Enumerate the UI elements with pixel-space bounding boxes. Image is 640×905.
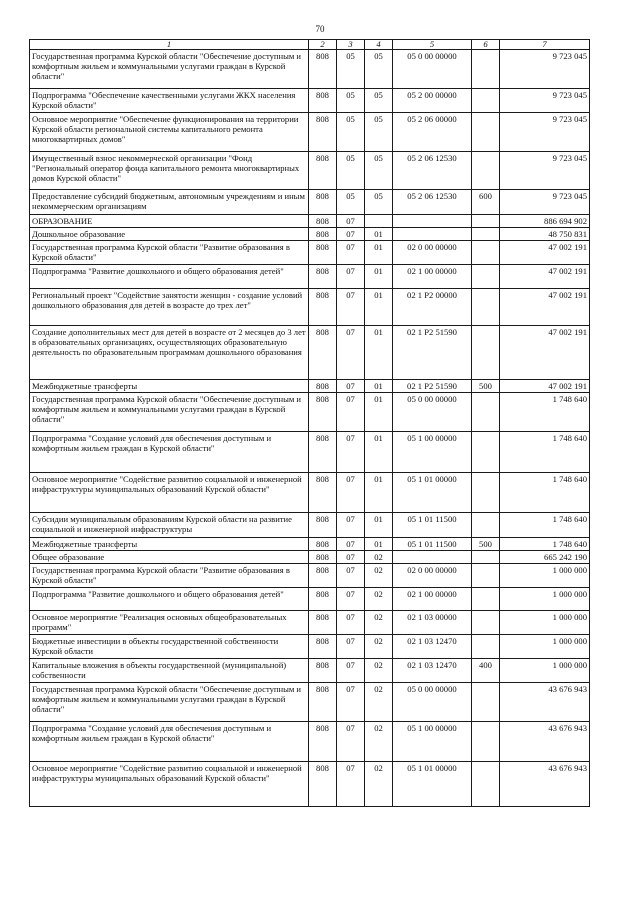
table-row bbox=[30, 215, 590, 228]
row-name: Подпрограмма "Создание условий для обеспечения доступным и комфортным жильем граждан в Курской области" bbox=[30, 432, 309, 473]
row-target-code: 02 0 00 00000 bbox=[393, 564, 472, 588]
row-target-code bbox=[393, 228, 472, 241]
row-subsection: 01 bbox=[365, 513, 393, 538]
row-subsection: 02 bbox=[365, 611, 393, 635]
row-amount: 1 748 640 bbox=[500, 393, 590, 432]
row-expense-type bbox=[472, 289, 500, 326]
column-header: 3 bbox=[337, 40, 365, 50]
row-expense-type bbox=[472, 473, 500, 513]
row-section: 07 bbox=[337, 659, 365, 683]
table-row bbox=[30, 473, 590, 513]
row-ministry-code: 808 bbox=[309, 152, 337, 190]
row-section: 05 bbox=[337, 50, 365, 89]
row-expense-type bbox=[472, 588, 500, 611]
row-ministry-code: 808 bbox=[309, 588, 337, 611]
row-ministry-code: 808 bbox=[309, 393, 337, 432]
row-ministry-code: 808 bbox=[309, 635, 337, 659]
table-row bbox=[30, 722, 590, 762]
row-amount: 47 002 191 bbox=[500, 289, 590, 326]
table-row bbox=[30, 50, 590, 89]
row-subsection: 01 bbox=[365, 473, 393, 513]
table-row bbox=[30, 762, 590, 807]
row-name: Государственная программа Курской области "Развитие образования в Курской области" bbox=[30, 241, 309, 265]
row-amount: 1 000 000 bbox=[500, 588, 590, 611]
row-subsection: 05 bbox=[365, 113, 393, 152]
row-section: 05 bbox=[337, 113, 365, 152]
table-row bbox=[30, 635, 590, 659]
row-ministry-code: 808 bbox=[309, 326, 337, 380]
row-subsection bbox=[365, 215, 393, 228]
row-subsection: 02 bbox=[365, 551, 393, 564]
table-row bbox=[30, 152, 590, 190]
row-name: Общее образование bbox=[30, 551, 309, 564]
row-section: 05 bbox=[337, 89, 365, 113]
row-name: ОБРАЗОВАНИЕ bbox=[30, 215, 309, 228]
row-target-code bbox=[393, 215, 472, 228]
row-ministry-code: 808 bbox=[309, 113, 337, 152]
table-row bbox=[30, 241, 590, 265]
row-target-code: 02 0 00 00000 bbox=[393, 241, 472, 265]
row-ministry-code: 808 bbox=[309, 50, 337, 89]
column-header: 5 bbox=[393, 40, 472, 50]
row-amount: 1 748 640 bbox=[500, 538, 590, 551]
row-ministry-code: 808 bbox=[309, 380, 337, 393]
row-expense-type bbox=[472, 152, 500, 190]
row-amount: 886 694 902 bbox=[500, 215, 590, 228]
row-section: 07 bbox=[337, 380, 365, 393]
row-subsection: 01 bbox=[365, 432, 393, 473]
row-ministry-code: 808 bbox=[309, 289, 337, 326]
row-ministry-code: 808 bbox=[309, 683, 337, 722]
row-name: Государственная программа Курской области "Обеспечение доступным и комфортным жильем и коммунальными услугами граждан в Курской области" bbox=[30, 393, 309, 432]
column-header: 2 bbox=[309, 40, 337, 50]
row-subsection: 05 bbox=[365, 152, 393, 190]
header-row bbox=[30, 40, 590, 50]
row-subsection: 02 bbox=[365, 588, 393, 611]
row-target-code: 05 0 00 00000 bbox=[393, 683, 472, 722]
table-row bbox=[30, 538, 590, 551]
row-ministry-code: 808 bbox=[309, 432, 337, 473]
row-section: 07 bbox=[337, 473, 365, 513]
table-row bbox=[30, 551, 590, 564]
row-amount: 47 002 191 bbox=[500, 326, 590, 380]
row-name: Предоставление субсидий бюджетным, автономным учреждениям и иным некоммерческим организациям bbox=[30, 190, 309, 215]
row-expense-type bbox=[472, 611, 500, 635]
row-amount: 1 000 000 bbox=[500, 611, 590, 635]
row-target-code: 05 2 00 00000 bbox=[393, 89, 472, 113]
row-expense-type bbox=[472, 326, 500, 380]
column-header: 7 bbox=[500, 40, 590, 50]
row-name: Основное мероприятие "Содействие развитию социальной и инженерной инфраструктуры муниципальных образований Курской области" bbox=[30, 473, 309, 513]
row-expense-type bbox=[472, 722, 500, 762]
row-name: Подпрограмма "Развитие дошкольного и общего образования детей" bbox=[30, 588, 309, 611]
row-amount: 43 676 943 bbox=[500, 722, 590, 762]
row-target-code bbox=[393, 551, 472, 564]
row-section: 07 bbox=[337, 326, 365, 380]
row-amount: 1 000 000 bbox=[500, 635, 590, 659]
row-target-code: 05 1 01 00000 bbox=[393, 762, 472, 807]
row-section: 07 bbox=[337, 289, 365, 326]
row-ministry-code: 808 bbox=[309, 215, 337, 228]
table-row bbox=[30, 228, 590, 241]
row-section: 07 bbox=[337, 228, 365, 241]
row-subsection: 01 bbox=[365, 380, 393, 393]
row-ministry-code: 808 bbox=[309, 473, 337, 513]
row-section: 07 bbox=[337, 538, 365, 551]
row-section: 07 bbox=[337, 432, 365, 473]
table-row bbox=[30, 393, 590, 432]
row-section: 05 bbox=[337, 190, 365, 215]
table-row bbox=[30, 611, 590, 635]
row-target-code: 02 1 00 00000 bbox=[393, 588, 472, 611]
row-subsection: 02 bbox=[365, 564, 393, 588]
row-amount: 9 723 045 bbox=[500, 190, 590, 215]
row-name: Имущественный взнос некоммерческой организации "Фонд "Региональный оператор фонда капитального ремонта многоквартирных домов Курской области" bbox=[30, 152, 309, 190]
row-subsection: 02 bbox=[365, 762, 393, 807]
row-expense-type bbox=[472, 393, 500, 432]
row-target-code: 05 0 00 00000 bbox=[393, 393, 472, 432]
row-amount: 1 748 640 bbox=[500, 513, 590, 538]
row-name: Субсидии муниципальным образованиям Курской области на развитие социальной и инженерной инфраструктуры bbox=[30, 513, 309, 538]
row-target-code: 05 0 00 00000 bbox=[393, 50, 472, 89]
row-target-code: 02 1 P2 51590 bbox=[393, 380, 472, 393]
row-ministry-code: 808 bbox=[309, 611, 337, 635]
row-ministry-code: 808 bbox=[309, 722, 337, 762]
table-row bbox=[30, 289, 590, 326]
row-expense-type: 500 bbox=[472, 538, 500, 551]
row-name: Бюджетные инвестиции в объекты государственной собственности Курской области bbox=[30, 635, 309, 659]
row-amount: 1 748 640 bbox=[500, 473, 590, 513]
row-name: Государственная программа Курской области "Развитие образования в Курской области" bbox=[30, 564, 309, 588]
row-name: Дошкольное образование bbox=[30, 228, 309, 241]
row-target-code: 05 1 01 11500 bbox=[393, 513, 472, 538]
row-amount: 1 000 000 bbox=[500, 659, 590, 683]
table-row bbox=[30, 659, 590, 683]
table-row bbox=[30, 265, 590, 289]
row-expense-type bbox=[472, 635, 500, 659]
row-amount: 9 723 045 bbox=[500, 113, 590, 152]
row-target-code: 02 1 P2 00000 bbox=[393, 289, 472, 326]
row-name: Межбюджетные трансферты bbox=[30, 380, 309, 393]
row-ministry-code: 808 bbox=[309, 564, 337, 588]
row-section: 07 bbox=[337, 635, 365, 659]
row-section: 07 bbox=[337, 762, 365, 807]
row-section: 07 bbox=[337, 683, 365, 722]
row-expense-type: 600 bbox=[472, 190, 500, 215]
row-section: 07 bbox=[337, 265, 365, 289]
row-name: Региональный проект "Содействие занятости женщин - создание условий дошкольного образования для детей в возрасте до трех лет" bbox=[30, 289, 309, 326]
row-target-code: 02 1 00 00000 bbox=[393, 265, 472, 289]
row-section: 07 bbox=[337, 588, 365, 611]
row-target-code: 05 1 01 00000 bbox=[393, 473, 472, 513]
row-target-code: 05 1 01 11500 bbox=[393, 538, 472, 551]
row-subsection: 01 bbox=[365, 393, 393, 432]
row-expense-type: 400 bbox=[472, 659, 500, 683]
row-target-code: 02 1 03 12470 bbox=[393, 659, 472, 683]
row-name: Основное мероприятие "Обеспечение функционирования на территории Курской области региональной системы капитального ремонта многоквартирных домов" bbox=[30, 113, 309, 152]
table-row bbox=[30, 89, 590, 113]
table-row bbox=[30, 513, 590, 538]
row-name: Государственная программа Курской области "Обеспечение доступным и комфортным жильем и коммунальными услугами граждан в Курской области" bbox=[30, 50, 309, 89]
row-expense-type bbox=[472, 762, 500, 807]
table-row bbox=[30, 683, 590, 722]
table-row bbox=[30, 190, 590, 215]
row-subsection: 02 bbox=[365, 683, 393, 722]
row-name: Создание дополнительных мест для детей в возрасте от 2 месяцев до 3 лет в образовательных организациях, осуществляющих образовательную деятельность по образовательным программам дошкольного образования bbox=[30, 326, 309, 380]
row-target-code: 05 1 00 00000 bbox=[393, 722, 472, 762]
row-ministry-code: 808 bbox=[309, 762, 337, 807]
table-row bbox=[30, 113, 590, 152]
row-name: Межбюджетные трансферты bbox=[30, 538, 309, 551]
row-target-code: 05 1 00 00000 bbox=[393, 432, 472, 473]
row-name: Капитальные вложения в объекты государственной (муниципальной) собственности bbox=[30, 659, 309, 683]
row-ministry-code: 808 bbox=[309, 551, 337, 564]
row-amount: 48 750 831 bbox=[500, 228, 590, 241]
row-expense-type bbox=[472, 564, 500, 588]
table-row bbox=[30, 588, 590, 611]
row-amount: 665 242 190 bbox=[500, 551, 590, 564]
row-amount: 9 723 045 bbox=[500, 89, 590, 113]
row-target-code: 05 2 06 12530 bbox=[393, 190, 472, 215]
row-target-code: 02 1 03 12470 bbox=[393, 635, 472, 659]
row-subsection: 05 bbox=[365, 190, 393, 215]
row-expense-type bbox=[472, 241, 500, 265]
table-row bbox=[30, 380, 590, 393]
row-subsection: 05 bbox=[365, 89, 393, 113]
row-expense-type bbox=[472, 215, 500, 228]
row-name: Подпрограмма "Создание условий для обеспечения доступным и комфортным жильем граждан в Курской области" bbox=[30, 722, 309, 762]
row-expense-type bbox=[472, 551, 500, 564]
row-subsection: 01 bbox=[365, 241, 393, 265]
row-target-code: 05 2 06 12530 bbox=[393, 152, 472, 190]
row-ministry-code: 808 bbox=[309, 659, 337, 683]
row-subsection: 05 bbox=[365, 50, 393, 89]
table-row bbox=[30, 432, 590, 473]
row-section: 07 bbox=[337, 513, 365, 538]
row-expense-type: 500 bbox=[472, 380, 500, 393]
row-subsection: 02 bbox=[365, 722, 393, 762]
row-name: Подпрограмма "Развитие дошкольного и общего образования детей" bbox=[30, 265, 309, 289]
row-subsection: 01 bbox=[365, 538, 393, 551]
row-subsection: 02 bbox=[365, 659, 393, 683]
row-amount: 9 723 045 bbox=[500, 50, 590, 89]
row-amount: 47 002 191 bbox=[500, 380, 590, 393]
row-ministry-code: 808 bbox=[309, 513, 337, 538]
row-section: 07 bbox=[337, 551, 365, 564]
row-name: Основное мероприятие "Реализация основных общеобразовательных программ" bbox=[30, 611, 309, 635]
row-expense-type bbox=[472, 89, 500, 113]
row-ministry-code: 808 bbox=[309, 538, 337, 551]
row-expense-type bbox=[472, 228, 500, 241]
row-section: 07 bbox=[337, 241, 365, 265]
row-ministry-code: 808 bbox=[309, 190, 337, 215]
row-ministry-code: 808 bbox=[309, 241, 337, 265]
budget-table bbox=[29, 39, 590, 807]
row-subsection: 01 bbox=[365, 289, 393, 326]
row-section: 05 bbox=[337, 152, 365, 190]
row-expense-type bbox=[472, 683, 500, 722]
row-section: 07 bbox=[337, 564, 365, 588]
column-header: 6 bbox=[472, 40, 500, 50]
row-expense-type bbox=[472, 113, 500, 152]
row-amount: 47 002 191 bbox=[500, 265, 590, 289]
table-row bbox=[30, 326, 590, 380]
row-section: 07 bbox=[337, 215, 365, 228]
row-expense-type bbox=[472, 513, 500, 538]
row-subsection: 01 bbox=[365, 326, 393, 380]
page-number: 70 bbox=[315, 24, 325, 34]
row-amount: 43 676 943 bbox=[500, 762, 590, 807]
row-expense-type bbox=[472, 432, 500, 473]
row-target-code: 05 2 06 00000 bbox=[393, 113, 472, 152]
row-amount: 9 723 045 bbox=[500, 152, 590, 190]
column-header: 1 bbox=[30, 40, 309, 50]
row-target-code: 02 1 P2 51590 bbox=[393, 326, 472, 380]
row-ministry-code: 808 bbox=[309, 228, 337, 241]
row-section: 07 bbox=[337, 722, 365, 762]
row-ministry-code: 808 bbox=[309, 265, 337, 289]
row-section: 07 bbox=[337, 611, 365, 635]
row-name: Основное мероприятие "Содействие развитию социальной и инженерной инфраструктуры муниципальных образований Курской области" bbox=[30, 762, 309, 807]
row-section: 07 bbox=[337, 393, 365, 432]
row-expense-type bbox=[472, 50, 500, 89]
row-subsection: 01 bbox=[365, 228, 393, 241]
row-name: Государственная программа Курской области "Обеспечение доступным и комфортным жильем и коммунальными услугами граждан в Курской области" bbox=[30, 683, 309, 722]
row-amount: 43 676 943 bbox=[500, 683, 590, 722]
row-amount: 1 748 640 bbox=[500, 432, 590, 473]
row-target-code: 02 1 03 00000 bbox=[393, 611, 472, 635]
row-expense-type bbox=[472, 265, 500, 289]
row-amount: 47 002 191 bbox=[500, 241, 590, 265]
column-header: 4 bbox=[365, 40, 393, 50]
row-amount: 1 000 000 bbox=[500, 564, 590, 588]
row-subsection: 02 bbox=[365, 635, 393, 659]
row-name: Подпрограмма "Обеспечение качественными услугами ЖКХ населения Курской области" bbox=[30, 89, 309, 113]
row-subsection: 01 bbox=[365, 265, 393, 289]
row-ministry-code: 808 bbox=[309, 89, 337, 113]
table-row bbox=[30, 564, 590, 588]
